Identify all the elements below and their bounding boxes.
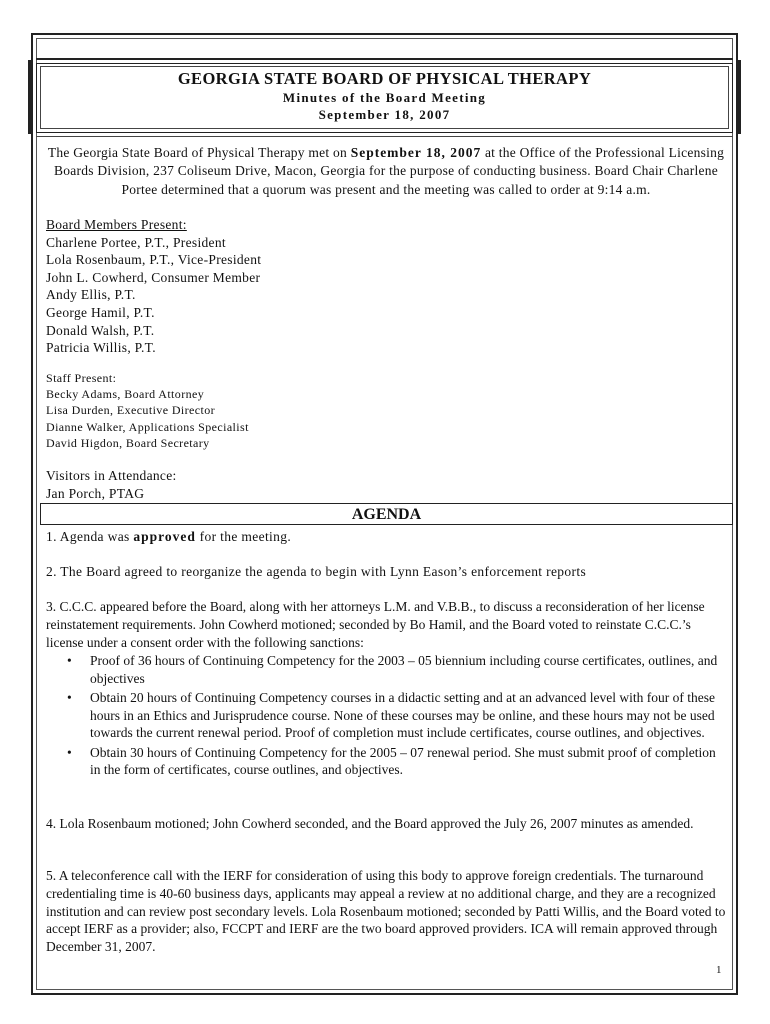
sanction-text: Obtain 20 hours of Continuing Competency courses in a didactic setting and at an advanced level with four of these hours in an Ethics and Jurisprudence course. None of these courses may be online, and these hours may not be used towards the current renewal period. Proof of completion must include certificates, course outlines, and objectives. (90, 690, 715, 740)
intro-date: September 18, 2007 (350, 145, 482, 160)
agenda-item-3: 3. C.C.C. appeared before the Board, along with her attorneys L.M. and V.B.B., to discuss a reconsideration of her license reinstatement requirements. John Cowherd motioned; seconded by Bo Hamil, and the Board voted to reinstate C.C.C.’s license under a consent order with the following sanctions: (46, 599, 705, 650)
sanction-text: Obtain 30 hours of Continuing Competency for the 2005 – 07 renewal period. She must submit proof of completion in the form of certificates, course outlines, and objectives. (90, 744, 716, 777)
board-member: Andy Ellis, P.T. (46, 287, 136, 303)
header-bottom-rule (36, 136, 733, 137)
visitors-section (46, 467, 177, 502)
board-member: Lola Rosenbaum, P.T., Vice-President (46, 252, 262, 268)
agenda-heading: AGENDA (40, 503, 733, 525)
board-member: Charlene Portee, P.T., President (46, 234, 226, 250)
bullet-icon: • (67, 744, 72, 760)
document-subtitle: Minutes of the Board Meeting (282, 90, 487, 105)
board-member: Patricia Willis, P.T. (46, 340, 156, 356)
sanctions-list (46, 652, 722, 781)
page-number: 1 (716, 964, 722, 976)
intro-text-end: at the Office of the Professional Licensing Boards Division, 237 Coliseum Drive, Macon, Georgia for the purpose of conducting business. Board Chair Charlene Portee determined that a quorum was present and the meeting was called to order at 9:14 a.m. (53, 145, 725, 197)
staff-member: David Higdon, Board Secretary (46, 435, 210, 450)
header-right-bar (738, 60, 741, 134)
staff-member: Becky Adams, Board Attorney (46, 387, 205, 402)
bullet-icon: • (67, 653, 72, 668)
agenda-item-1-bold: approved (133, 529, 196, 544)
board-member: John L. Cowherd, Consumer Member (46, 269, 261, 285)
top-rule (36, 58, 733, 60)
agenda-item-1-text: 1. Agenda was (46, 529, 134, 544)
agenda-item-1 (46, 528, 726, 546)
document-title: GEORGIA STATE BOARD OF PHYSICAL THERAPY (177, 69, 592, 88)
meeting-date: September 18, 2007 (318, 107, 451, 122)
staff-section (46, 370, 249, 451)
bullet-icon: • (67, 690, 72, 705)
sanction-item (46, 689, 722, 742)
agenda-item-1-text-end: for the meeting. (195, 529, 292, 544)
intro-text-start: The Georgia State Board of Physical Therapy met on (47, 145, 351, 160)
visitor: Jan Porch, PTAG (46, 485, 145, 501)
intro-paragraph (46, 144, 726, 199)
agenda-item-5: 5. A teleconference call with the IERF for consideration of using this body to approve foreign credentials. The turnaround credentialing time is 40-60 business days, applicants may appeal a review at no additional charge, and they are a recognized institution and can review post secondary levels. Lola Rosenbaum motioned; seconded by Patti Willis, and the Board voted to accept IERF as a provider; also, FCCPT and IERF are the two board approved providers. ICA will remain approved through December 31, 2007. (46, 868, 726, 955)
board-members-heading: Board Members Present: (46, 217, 187, 232)
agenda-item-2: 2. The Board agreed to reorganize the agenda to begin with Lynn Eason’s enforcement reports (46, 564, 587, 579)
staff-heading: Staff Present: (46, 371, 117, 385)
agenda-item-4: 4. Lola Rosenbaum motioned; John Cowherd seconded, and the Board approved the July 26, 2007 minutes as amended. (46, 816, 694, 831)
visitors-heading: Visitors in Attendance: (46, 468, 177, 483)
staff-member: Dianne Walker, Applications Specialist (46, 419, 249, 434)
board-member: George Hamil, P.T. (46, 304, 155, 320)
board-members-section (46, 216, 261, 357)
sanction-text: Proof of 36 hours of Continuing Competency for the 2003 – 05 biennium including course certificates, outlines, and objectives (90, 653, 718, 686)
staff-member: Lisa Durden, Executive Director (46, 403, 216, 418)
board-member: Donald Walsh, P.T. (46, 322, 155, 338)
sanction-item (46, 652, 722, 687)
sanction-item (46, 744, 722, 779)
header-left-bar (28, 60, 31, 134)
